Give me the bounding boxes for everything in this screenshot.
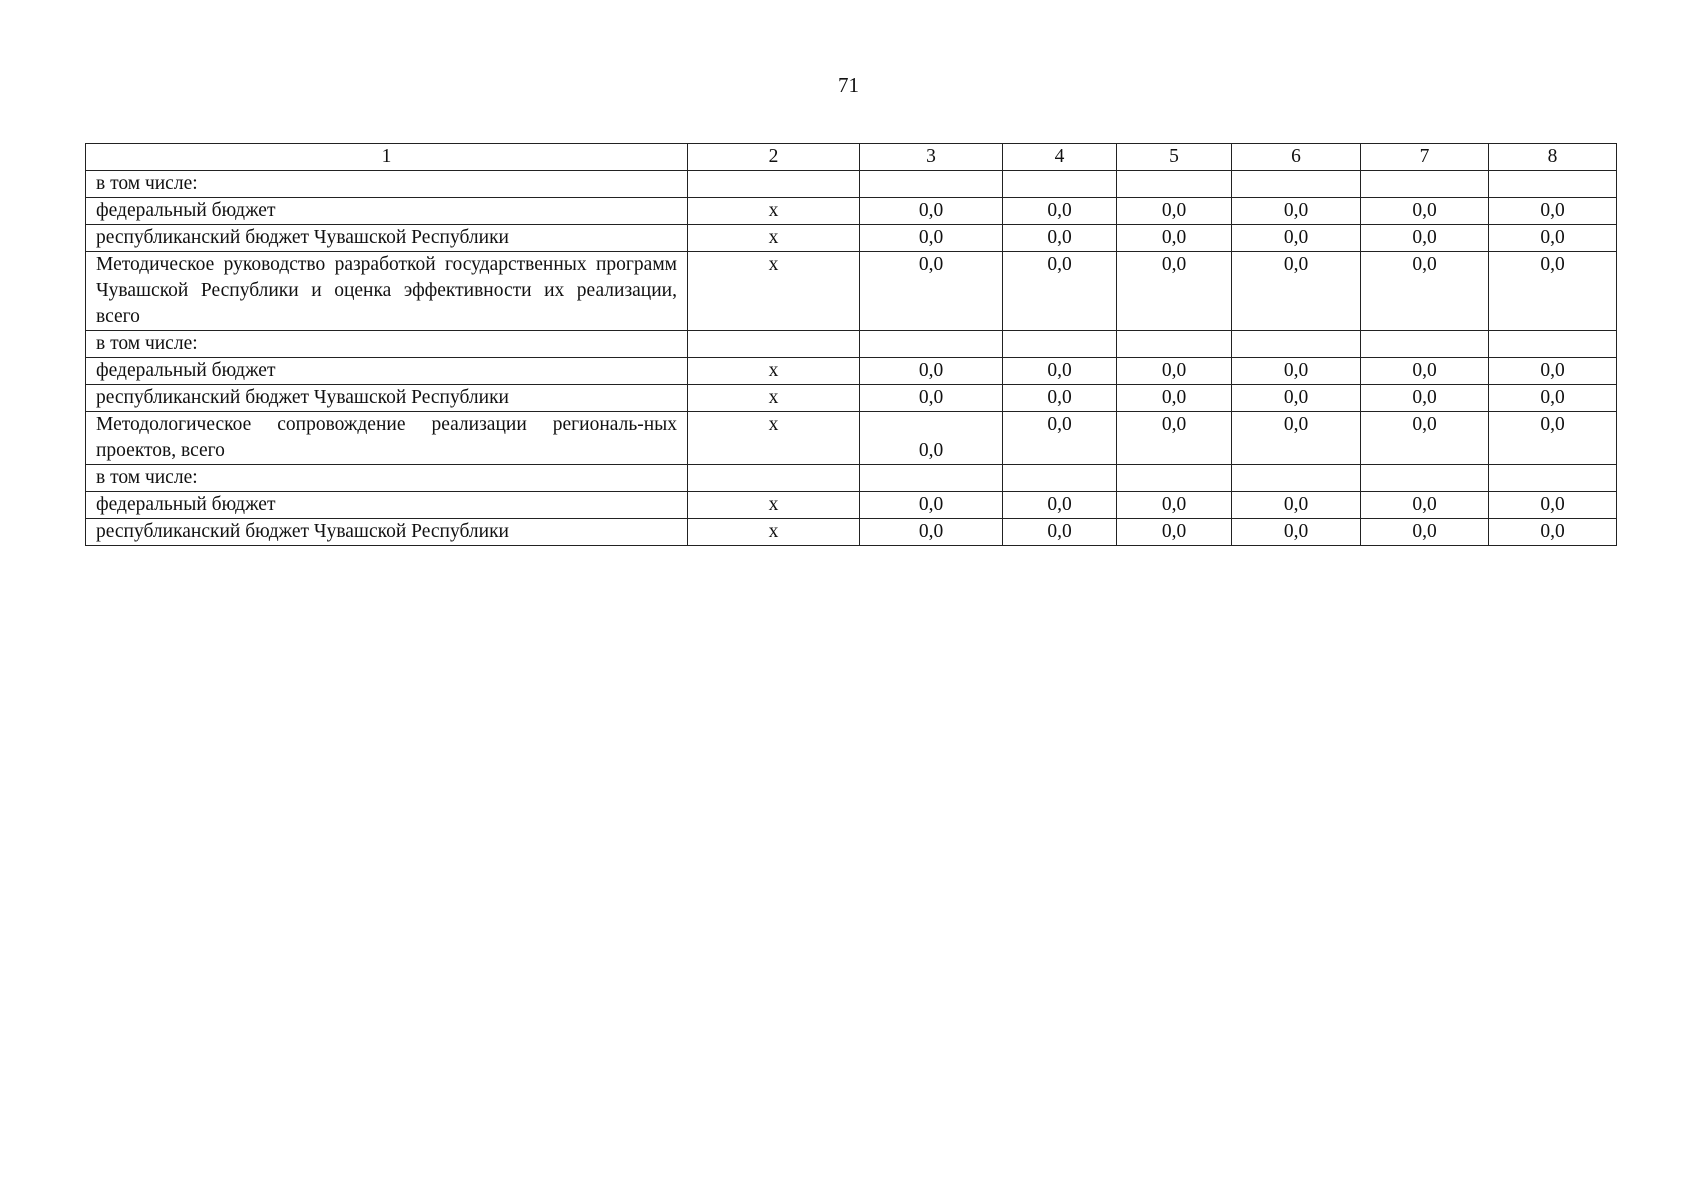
table-cell: [1489, 465, 1617, 492]
table-cell: х: [688, 358, 860, 385]
table-cell: 0,0: [1117, 225, 1232, 252]
page-number: 71: [838, 73, 859, 97]
table-cell: 0,0: [1117, 385, 1232, 412]
table-cell: 0,0: [1232, 519, 1361, 546]
budget-table: [85, 143, 1617, 546]
table-cell: 0,0: [1489, 252, 1617, 331]
table-cell: х: [688, 225, 860, 252]
row-label: в том числе:: [86, 171, 688, 198]
table-cell: 0,0: [1489, 492, 1617, 519]
table-cell: 0,0: [1489, 358, 1617, 385]
row-label: в том числе:: [86, 331, 688, 358]
table-cell: 0,0: [1361, 519, 1489, 546]
table-cell: х: [688, 519, 860, 546]
table-cell: [688, 171, 860, 198]
table-cell: [1232, 331, 1361, 358]
table-row: [86, 225, 1617, 252]
table-cell: 0,0: [1117, 519, 1232, 546]
table-row: [86, 385, 1617, 412]
table-cell: 0,0: [860, 198, 1003, 225]
table-cell: 0,0: [1117, 412, 1232, 465]
table-cell: [688, 465, 860, 492]
table-cell: х: [688, 492, 860, 519]
table-cell: 0,0: [1361, 412, 1489, 465]
table-cell: 0,0: [860, 519, 1003, 546]
table-cell: 0,0: [1003, 412, 1117, 465]
table-cell: [860, 171, 1003, 198]
table-cell: [1489, 171, 1617, 198]
table-cell: 0,0: [860, 358, 1003, 385]
table-cell: [1361, 331, 1489, 358]
row-label: республиканский бюджет Чувашской Республики: [86, 225, 688, 252]
table-cell: [860, 465, 1003, 492]
row-label: республиканский бюджет Чувашской Республики: [86, 519, 688, 546]
table-cell: 0,0: [1489, 385, 1617, 412]
table-cell: 0,0: [1361, 225, 1489, 252]
table-cell: 0,0: [1117, 358, 1232, 385]
table-cell: 0,0: [1489, 198, 1617, 225]
table-cell: 0,0: [1232, 198, 1361, 225]
row-label: федеральный бюджет: [86, 492, 688, 519]
column-header: 3: [860, 144, 1003, 171]
table-cell: 0,0: [1003, 385, 1117, 412]
table-cell: 0,0: [860, 385, 1003, 412]
table-cell: 0,0: [1361, 385, 1489, 412]
table-cell: х: [688, 198, 860, 225]
table-cell: 0,0: [1003, 252, 1117, 331]
column-header: 7: [1361, 144, 1489, 171]
table-cell: х: [688, 412, 860, 465]
table-row: [86, 412, 1617, 465]
table-header-row: [86, 144, 1617, 171]
table-cell: [1361, 171, 1489, 198]
column-header: 8: [1489, 144, 1617, 171]
table-cell: 0,0: [1232, 492, 1361, 519]
table-cell: 0,0: [1232, 385, 1361, 412]
column-header: 6: [1232, 144, 1361, 171]
table-cell: 0,0: [1232, 358, 1361, 385]
table-row: [86, 252, 1617, 331]
table-cell: 0,0: [1003, 225, 1117, 252]
table-row: [86, 331, 1617, 358]
table-cell: [1003, 331, 1117, 358]
table-cell: 0,0: [1003, 358, 1117, 385]
column-header: 1: [86, 144, 688, 171]
table-cell: 0,0: [1232, 225, 1361, 252]
table-cell: [1117, 171, 1232, 198]
table-cell: [1117, 465, 1232, 492]
table-cell: 0,0: [1117, 252, 1232, 331]
table-cell: 0,0: [1489, 519, 1617, 546]
table-cell: [1117, 331, 1232, 358]
table-cell: 0,0: [1003, 519, 1117, 546]
row-label: Методическое руководство разработкой государственных программ Чувашской Республики и оценка эффективности их реализации, всего: [86, 252, 688, 331]
table-cell: 0,0: [1003, 492, 1117, 519]
table-cell: [1361, 465, 1489, 492]
table-cell: 0,0: [1232, 412, 1361, 465]
table-cell: 0,0: [1361, 252, 1489, 331]
table-cell: [1489, 331, 1617, 358]
table-row: [86, 465, 1617, 492]
table-cell: 0,0: [1361, 492, 1489, 519]
table-cell: 0,0: [1117, 492, 1232, 519]
table-cell: 0,0: [1489, 225, 1617, 252]
table-cell: 0,0: [860, 412, 1003, 465]
table-cell: 0,0: [860, 225, 1003, 252]
table-cell: [688, 331, 860, 358]
table-cell: х: [688, 385, 860, 412]
table-cell: [1232, 171, 1361, 198]
table-cell: 0,0: [1232, 252, 1361, 331]
row-label: республиканский бюджет Чувашской Республики: [86, 385, 688, 412]
table-cell: х: [688, 252, 860, 331]
table-cell: 0,0: [1489, 412, 1617, 465]
table-row: [86, 171, 1617, 198]
table-cell: 0,0: [1003, 198, 1117, 225]
row-label: федеральный бюджет: [86, 198, 688, 225]
table-cell: 0,0: [1361, 198, 1489, 225]
row-label: Методологическое сопровождение реализации региональ-ных проектов, всего: [86, 412, 688, 465]
table-cell: 0,0: [860, 492, 1003, 519]
table-cell: [1003, 465, 1117, 492]
column-header: 5: [1117, 144, 1232, 171]
row-label: в том числе:: [86, 465, 688, 492]
table-row: [86, 519, 1617, 546]
table-cell: 0,0: [860, 252, 1003, 331]
table-row: [86, 198, 1617, 225]
column-header: 2: [688, 144, 860, 171]
table-cell: [1003, 171, 1117, 198]
table-row: [86, 492, 1617, 519]
column-header: 4: [1003, 144, 1117, 171]
table-row: [86, 358, 1617, 385]
table-cell: 0,0: [1361, 358, 1489, 385]
table-cell: [1232, 465, 1361, 492]
table-cell: [860, 331, 1003, 358]
table-cell: 0,0: [1117, 198, 1232, 225]
row-label: федеральный бюджет: [86, 358, 688, 385]
